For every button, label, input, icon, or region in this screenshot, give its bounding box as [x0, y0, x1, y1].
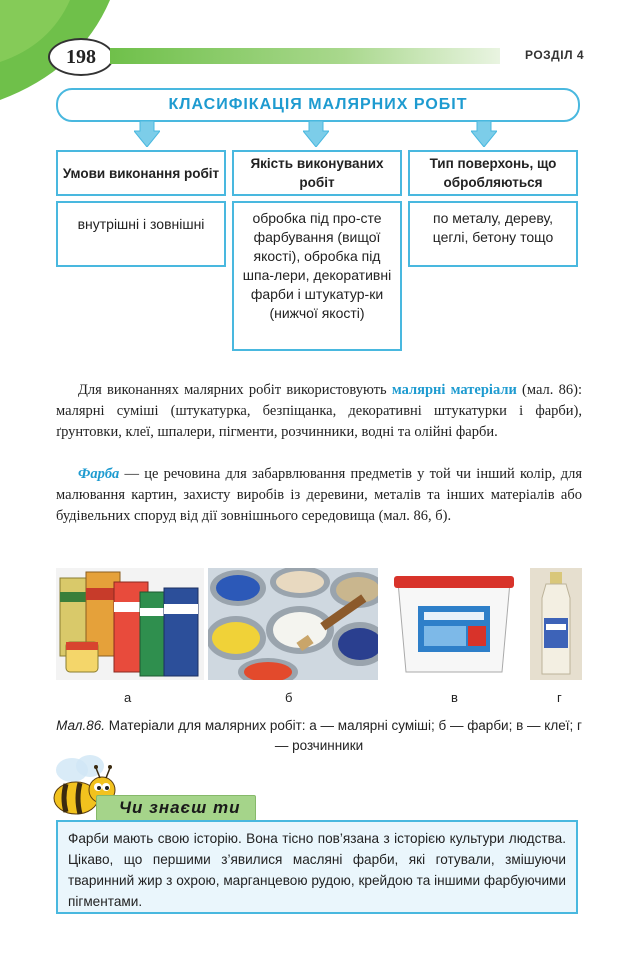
column-body-surface-type: по металу, дереву, цеглі, бетону тощо [408, 201, 578, 267]
column-body-conditions: внутрішні і зовнішні [56, 201, 226, 267]
paragraph-text: (мал. 86): малярні суміші (штукатурка, безпіщанка, декоративні штукатурки і фарби), ґрунтовки, клеї, шпалери, пігменти, розчинники, водні та олійні фарби. [56, 382, 582, 440]
arrow-down-icon [134, 121, 160, 147]
paragraph-materials [56, 380, 582, 443]
figure-caption-text: Матеріали для малярних робіт: а — малярні суміші; б — фарби; в — клеї; г — розчинники [104, 718, 582, 753]
paragraph-text: — це речовина для забарвлювання предметів у той чи інший колір, для малювання картин, захисту виробів із деревини, металів та інших матеріалів або будівельних споруд від дії зовнішнього середовища (мал. 86, б). [56, 466, 582, 524]
figure-label-g: г [557, 690, 562, 705]
page-number: 198 [48, 38, 114, 76]
photo-solvent-bottle [530, 568, 582, 680]
column-body-quality: обробка під про-сте фарбування (вищої якості), обробка під шпа-лери, декоративні фарби і штукатур-ки (нижчої якості) [232, 201, 402, 351]
did-you-know-box: Фарби мають свою історію. Вона тісно пов’язана з історією культури людства. Цікаво, що першими з’явилися масляні фарби, які готували, змішуючи тваринний жир з охрою, марганцевою рудою, крейдою та іншими фарбуючими пігментами. [56, 820, 578, 914]
paragraph-text: Для виконаннях малярних робіт використовують [78, 382, 392, 398]
column-heading-quality: Якість виконуваних робіт [232, 150, 402, 196]
header-bar [110, 48, 500, 64]
term-paint: Фарба [78, 466, 120, 482]
figure-label-b: б [285, 690, 293, 705]
arrow-down-icon [471, 121, 497, 147]
figure-label-v: в [451, 690, 458, 705]
figure-caption-ref: Мал.86. [56, 718, 105, 733]
section-label: РОЗДІЛ 4 [524, 48, 584, 62]
photo-glue-bucket [388, 568, 520, 680]
arrow-down-icon [303, 121, 329, 147]
classification-title: КЛАСИФІКАЦІЯ МАЛЯРНИХ РОБІТ [56, 88, 580, 122]
term-painting-materials: малярні матеріали [391, 382, 517, 398]
paragraph-paint-definition [56, 464, 582, 527]
figure-label-a: а [124, 690, 132, 705]
photo-mortar-mixes [56, 568, 204, 680]
figure-caption [56, 716, 582, 756]
column-heading-surface-type: Тип поверхонь, що обробляються [408, 150, 578, 196]
photo-paints [208, 568, 378, 680]
did-you-know-tag: Чи знаєш ти [96, 795, 256, 821]
column-heading-conditions: Умови виконання робіт [56, 150, 226, 196]
